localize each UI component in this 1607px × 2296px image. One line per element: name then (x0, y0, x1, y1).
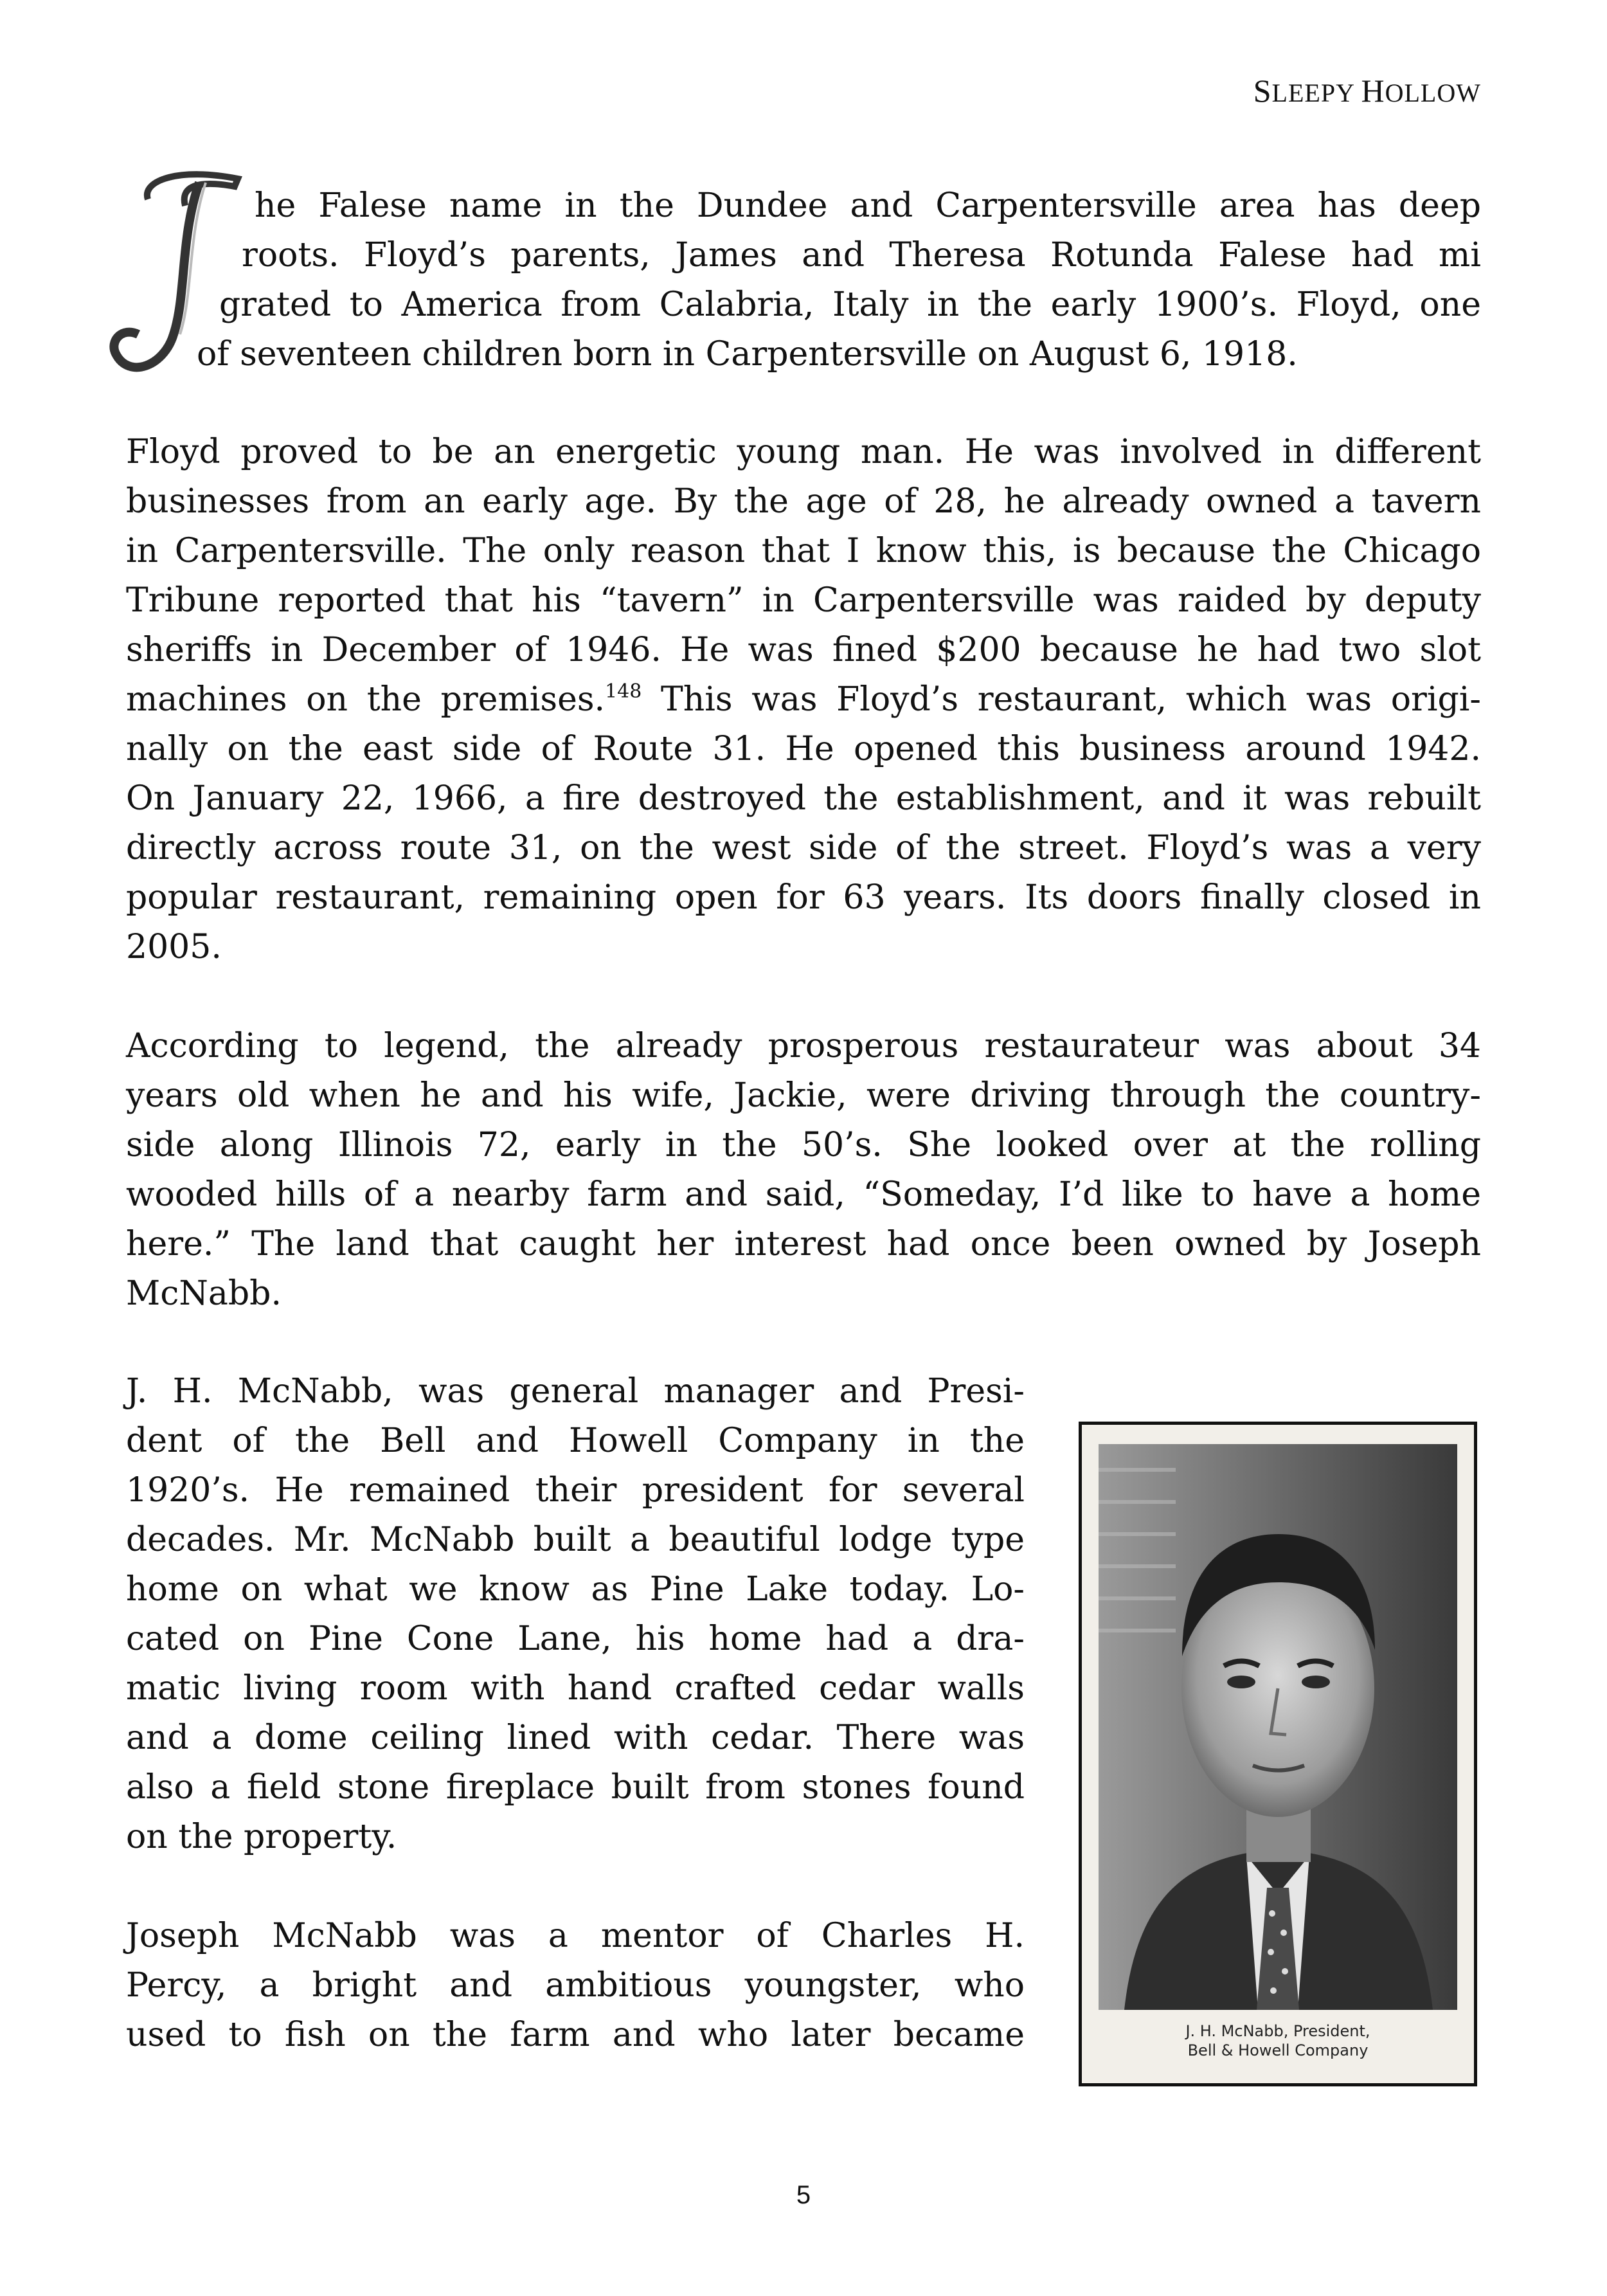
text-line: directly across route 31, on the west side of the street. Floyd’s was a very (126, 829, 1481, 867)
paragraph-floyd (126, 428, 1481, 972)
text-line: businesses from an early age. By the age of 28, he already owned a tavern (126, 482, 1481, 521)
page-number: 5 (796, 2181, 811, 2209)
photo-caption-line1: J. H. McNabb, President, (1185, 2022, 1370, 2040)
portrait-figure (1079, 1422, 1477, 2086)
paragraph-percy (126, 1912, 1025, 2060)
text-line: Joseph McNabb was a mentor of Charles H. (126, 1917, 1025, 1955)
text-line: 1920’s. He remained their president for several (126, 1471, 1025, 1510)
text-line: grated to America from Calabria, Italy in the early 1900’s. Floyd, one (219, 285, 1481, 324)
text-line: Percy, a bright and ambitious youngster, who (126, 1966, 1025, 2005)
header-cap-h: H (1361, 73, 1385, 109)
text-line: sheriffs in December of 1946. He was fined $200 because he had two slot (126, 631, 1481, 669)
text-segment: machines on the premises. (126, 680, 606, 719)
text-line: Tribune reported that his “tavern” in Carpentersville was raided by deputy (126, 581, 1481, 620)
text-line: wooded hills of a nearby farm and said, “Someday, I’d like to have a home (126, 1175, 1481, 1214)
text-line: roots. Floyd’s parents, James and Theresa Rotunda Falese had mi (242, 236, 1481, 275)
text-line: Floyd proved to be an energetic young man. He was involved in different (126, 433, 1481, 471)
text-line: McNabb. (126, 1274, 282, 1313)
text-line: cated on Pine Cone Lane, his home had a dra- (126, 1620, 1025, 1658)
paragraph-legend (126, 1022, 1481, 1319)
text-line: years old when he and his wife, Jackie, were driving through the country- (126, 1076, 1481, 1115)
text-line: of seventeen children born in Carpentersville on August 6, 1918. (197, 335, 1298, 374)
text-line: he Falese name in the Dundee and Carpentersville area has deep (255, 186, 1481, 225)
text-line: On January 22, 1966, a fire destroyed the establishment, and it was rebuilt (126, 779, 1481, 818)
paragraph-mcnabb (126, 1367, 1025, 1862)
header-rest-2: OLLOW (1385, 78, 1481, 107)
text-line: nally on the east side of Route 31. He opened this business around 1942. (126, 730, 1481, 768)
footnote-reference[interactable]: 148 (605, 680, 642, 703)
text-line: decades. Mr. McNabb built a beautiful lodge type (126, 1521, 1025, 1559)
text-line: side along Illinois 72, early in the 50’s. She looked over at the rolling (126, 1126, 1481, 1164)
text-line: popular restaurant, remaining open for 63 years. Its doors finally closed in (126, 878, 1481, 917)
text-line: on the property. (126, 1818, 397, 1856)
text-line: used to fish on the farm and who later became (126, 2016, 1025, 2054)
header-rest-1: LEEPY (1271, 78, 1361, 107)
text-line: 2005. (126, 928, 222, 966)
text-line: J. H. McNabb, was general manager and Presi- (126, 1372, 1025, 1411)
header-cap-s: S (1253, 73, 1272, 109)
paragraph-intro (126, 181, 1481, 379)
text-line: and a dome ceiling lined with cedar. There was (126, 1719, 1025, 1757)
text-line: here.” The land that caught her interest had once been owned by Joseph (126, 1225, 1481, 1263)
text-line: home on what we know as Pine Lake today. Lo- (126, 1570, 1025, 1609)
running-header (1253, 72, 1481, 109)
text-line: matic living room with hand crafted cedar walls (126, 1669, 1025, 1708)
text-segment: This was Floyd’s restaurant, which was origi- (642, 680, 1481, 719)
photo-caption-line2: Bell & Howell Company (1187, 2041, 1369, 2059)
portrait-photo (1099, 1444, 1457, 2010)
text-line: According to legend, the already prosperous restaurateur was about 34 (126, 1027, 1481, 1065)
text-line: in Carpentersville. The only reason that I know this, is because the Chicago (126, 532, 1481, 570)
text-line: also a field stone fireplace built from stones found (126, 1768, 1025, 1807)
text-line: dent of the Bell and Howell Company in the (126, 1422, 1025, 1460)
text-line-with-footnote (126, 675, 1481, 725)
